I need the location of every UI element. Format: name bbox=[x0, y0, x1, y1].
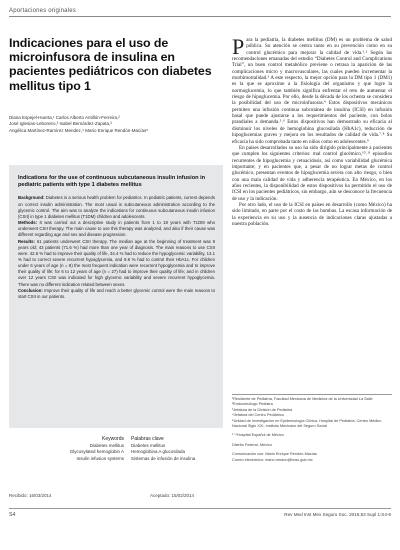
footnote: Distrito Federal, México bbox=[232, 442, 272, 447]
footer-divider bbox=[9, 508, 391, 509]
footnote-divider bbox=[232, 394, 392, 395]
conclusion-label: Conclusion: bbox=[18, 287, 43, 293]
title-block bbox=[9, 36, 223, 134]
keyword-en: Glycosylated hemoglobin A bbox=[69, 449, 124, 455]
keywords-header-en: Keywords bbox=[102, 436, 124, 442]
abstract-conclusion bbox=[18, 288, 215, 300]
article-title: Indicaciones para el uso de microinfusora de insulina en pacientes pediátricos con diabetes mellitus tipo 1 bbox=[9, 36, 212, 93]
drop-cap: P bbox=[232, 34, 245, 59]
author-list bbox=[9, 115, 223, 134]
results-label: Results: bbox=[18, 238, 35, 244]
footnote: ³Jefatura de la División de Pediatría bbox=[232, 407, 293, 412]
footnote: Correo electrónico: mario.rendon@imss.gob.mx bbox=[232, 457, 313, 462]
keyword-row bbox=[60, 449, 215, 456]
methods-text: It was carried out a descriptive study in patients from 1 to 18 years with T1DM who underwent CSII therapy. The main cause to use this therapy was analyzed, and also if their cause was different regarding age and sex and disease progression. bbox=[18, 220, 216, 238]
keyword-en: Diabetes mellitus bbox=[89, 442, 124, 448]
body-text bbox=[232, 34, 392, 227]
abstract-title: Indications for the use of continuous subcutaneous insulin infusion in pediatric patients with type 1 diabetes mellitus bbox=[18, 175, 206, 189]
keyword-row bbox=[60, 456, 215, 463]
header-divider bbox=[9, 16, 391, 17]
author-line: Diana Espejel-Huerta,¹ Carlos Alberto Antillón-Ferreira,² bbox=[9, 114, 120, 120]
keywords-table bbox=[60, 436, 215, 462]
keywords-header bbox=[60, 436, 215, 443]
methods-label: Methods: bbox=[18, 220, 38, 226]
keyword-row bbox=[60, 443, 215, 450]
background-text: Diabetes is a serious health problem for pediatrics. In pediatric patients, current depends on correct insulin administration. The most usual is subcutaneous administration according to the glycemic control. The aim was to analyze the indications for continuous subcutaneous insulin infusion (CSII) in type 1 diabetes mellitus (T1DM) children and adolescents. bbox=[18, 195, 215, 219]
received-date: Recibido: 16/03/2014 bbox=[9, 493, 52, 498]
author-line: José Iglesias-Leboreiro,³ Isabel Bernárdez-Zapata,³ bbox=[9, 121, 112, 127]
footnote: Comunicación con: Mario Enrique Rendón-Macías bbox=[232, 452, 317, 457]
results-text: 61 patients underwent CSII therapy. The median age at the beginning of treatment was 9 years old; 43 patients (71.6 %) had more than one year of diagnosis. The main reasons to use CSII were: 42.6 % had to improve their quality of life, 34.4 % had to reduce the hypoglycemic variability, 13.1 % had to correct severe recurrent hypoglycemia, and 9.8 % had to control their HbA1c. For children under 6 years of age (n = 8) the most frequent indication were recurrent hypoglycemia and to improve their quality of life; for 6 to 12 years of age (n = 27) had to improve their quality of life; and in children over 12 years CSII was indicated for high glycemic variability and severe recurrent hypoglycemia. There was no different indication related between sexes. bbox=[18, 238, 215, 287]
body-paragraph-text: ara la pediatría, la diabetes mellitus (DM) es un problema de salud pública. Su atención se centra tanto en su prevención como en su control glucémico para mejorar la calidad de vida.¹˒² Según las recomendaciones emanadas del estudio “Diabetes Control and Complications Trial”, un buen control metabólico previene o retrasa la aparición de las complicaciones micro y macrovasculares, las cuales pueden incrementar la morbimortalidad.³ A este respecto, la mejor opción para la DM tipo 1 (DM1) es la que se aproxime a la fisiología del organismo y que logre la normoglucemia, lo que también significa enfrentar el reto de aumentar el riesgo de hipoglucemia. Por ello, desde la década de los ochenta se considera la posibilidad del uso de microinfusoras.⁴ Estos dispositivos mecánicos permiten una infusión continua subcutánea de insulina (ICSI) en infusión basal que puede ajustarse a los requerimientos del paciente, con bolos prandiales a demanda.⁵˒⁶ Estos dispositivos han demostrado su eficacia al disminuir los niveles de hemoglobina glucosilada (HbA1c), reducción de hipoglucemias graves y mejora en los resultados de calidad de vida.⁷˒⁸ Su eficacia ha sido comprobada tanto en niños como en adolescentes.⁹ bbox=[232, 37, 392, 145]
body-paragraph: En países desarrollados su uso ha sido dirigido principalmente a pacientes que cumplen los siguientes criterios: mal control glucémico,¹⁰˒¹¹ episodios recurrentes de hipoglucemia y cetoacidosis, así como variabilidad glucémica importante; y en pacientes que, a pesar de no lograr metas de control glucémico, presentan eventos de hipoglucemia severa con alto riesgo, o bien con una mala calidad de vida y adherencia terapéutica. En México, en los años recientes, la disponibilidad de estos dispositivos ha permitido el uso de ICSI en los pacientes pediátricos, sin embargo, aún se desconoce la frecuencia de uso y la indicación. bbox=[232, 144, 392, 202]
keyword-en: Insulin infusion systems bbox=[76, 455, 124, 461]
accepted-date: Aceptado: 15/02/2014 bbox=[150, 493, 195, 498]
abstract-box bbox=[9, 165, 223, 428]
page-number: S4 bbox=[9, 512, 16, 518]
keyword-es: Diabetes mellitus bbox=[131, 442, 166, 448]
footnote: ²Endocrinólogo Pediatra bbox=[232, 402, 273, 407]
keyword-es: Hemoglobina A glucosilada bbox=[131, 449, 186, 455]
keywords-header-es: Palabras clave bbox=[131, 436, 164, 442]
keyword-es: Sistemas de infusión de insulina bbox=[131, 455, 196, 461]
footnotes bbox=[232, 397, 392, 463]
footnote: ⁴Jefatura del Centro Pediátrico bbox=[232, 413, 284, 418]
footnote: ¹Residente de Pediatría, Facultad Mexicana de Medicina de la Universidad La Salle bbox=[232, 397, 373, 401]
body-paragraph bbox=[232, 34, 392, 145]
section-label: Aportaciones originales bbox=[9, 8, 76, 14]
body-paragraph: Por otro lado, el uso de la ICSI en países en desarrollo (como México) ha sido limitado, en parte por el costo de las bombas. La escasa información de la experiencia en su uso y la ausencia de indicaciones claras ajustadas a nuestra población. bbox=[232, 201, 392, 227]
conclusion-text: Improve their quality of life and reach a better glycemic control were the main reasons to start CSII in our patients. bbox=[18, 287, 215, 299]
background-label: Background: bbox=[18, 195, 45, 201]
footnote: ¹⁻⁴Hospital Español de México bbox=[232, 433, 284, 438]
abstract-results bbox=[18, 239, 215, 288]
journal-citation: Rev Med Inst Mex Seguro Soc. 2015;53 Supl 1:S4-9 bbox=[284, 512, 391, 517]
abstract-methods bbox=[18, 220, 215, 238]
abstract-background bbox=[18, 195, 215, 220]
abstract-text bbox=[18, 195, 215, 300]
footnote: ⁵Unidad de Investigación en Epidemiología Clínica, Hospital de Pediatría, Centro Médico Nacional Siglo XXI, Instituto Mexicano del Seguro Social bbox=[232, 418, 382, 429]
author-line: Angélica Martínez-Ramírez Mendez,⁴ Mario Enrique Rendón-Macías⁵ bbox=[9, 127, 149, 133]
